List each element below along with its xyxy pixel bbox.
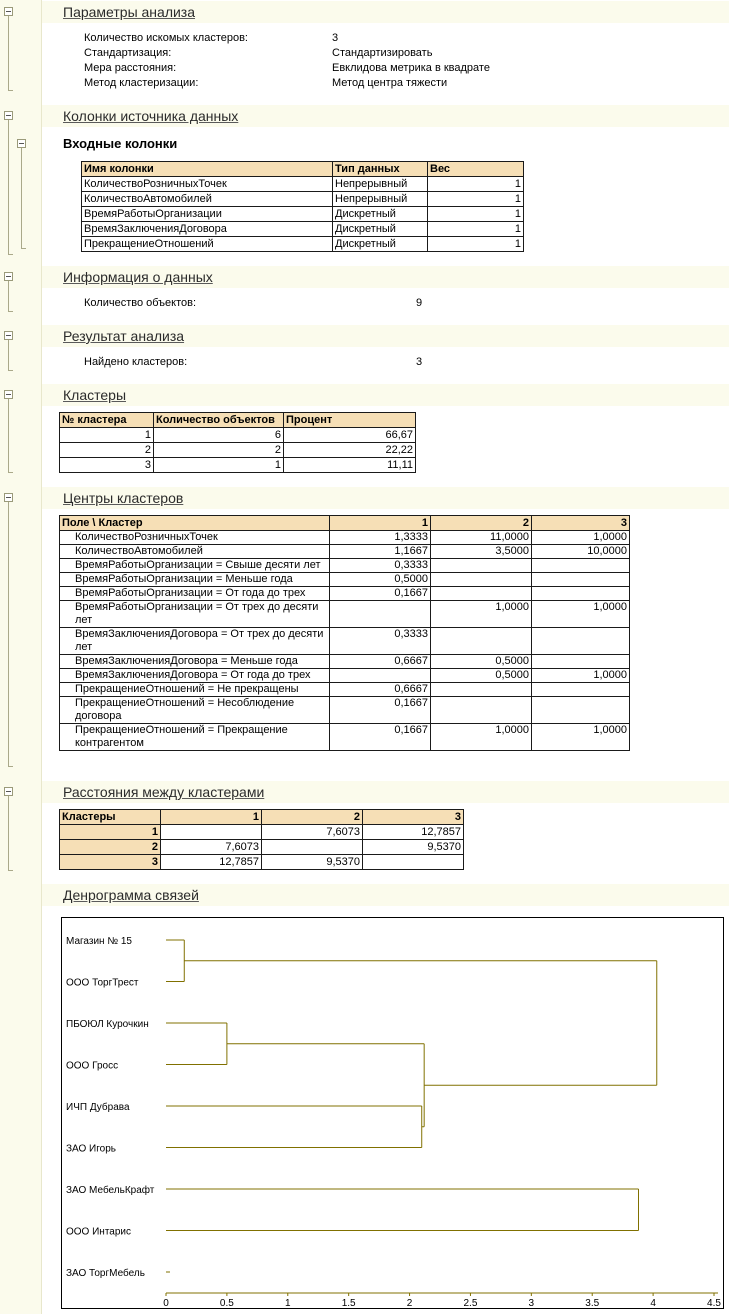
section-title[interactable]: Центры кластеров bbox=[63, 490, 184, 506]
table-cell: КоличествоАвтомобилей bbox=[82, 192, 333, 207]
table-cell: 1,0000 bbox=[431, 601, 532, 628]
table-cell: ВремяЗаключенияДоговора = От трех до десяти лет bbox=[60, 628, 330, 655]
table-row bbox=[60, 669, 630, 683]
table-cell: 11,11 bbox=[284, 458, 416, 473]
table-cell: 10,0000 bbox=[532, 545, 630, 559]
table-cell bbox=[431, 573, 532, 587]
column-header: Вес bbox=[428, 162, 524, 177]
table-row bbox=[60, 683, 630, 697]
param-value: Евклидова метрика в квадрате bbox=[332, 62, 490, 74]
table-row bbox=[60, 601, 630, 628]
table-cell: 0,3333 bbox=[330, 559, 431, 573]
table-cell: Непрерывный bbox=[333, 177, 428, 192]
table-row bbox=[60, 573, 630, 587]
table-cell: 1,0000 bbox=[532, 669, 630, 683]
clusters-table bbox=[59, 412, 416, 473]
table-cell: 9,5370 bbox=[363, 840, 464, 855]
table-cell bbox=[532, 697, 630, 724]
param-value: Стандартизировать bbox=[332, 47, 433, 59]
table-cell: Дискретный bbox=[333, 207, 428, 222]
table-row bbox=[60, 428, 416, 443]
table-row bbox=[60, 458, 416, 473]
table-cell: ПрекращениеОтношений = Прекращение контрагентом bbox=[60, 724, 330, 751]
table-cell: 0,5000 bbox=[431, 655, 532, 669]
table-cell bbox=[330, 669, 431, 683]
x-tick-label: 4.5 bbox=[707, 1298, 721, 1308]
table-cell: 1,3333 bbox=[330, 531, 431, 545]
table-cell: 0,5000 bbox=[330, 573, 431, 587]
table-row bbox=[82, 207, 524, 222]
table-cell: ВремяРаботыОрганизации = От трех до десяти лет bbox=[60, 601, 330, 628]
section-title[interactable]: Денрограмма связей bbox=[63, 887, 199, 903]
table-cell: 0,1667 bbox=[330, 697, 431, 724]
table-row bbox=[60, 840, 464, 855]
table-cell: 22,22 bbox=[284, 443, 416, 458]
section-header-clusters[interactable] bbox=[42, 384, 729, 406]
table-cell: 7,6073 bbox=[161, 840, 262, 855]
table-row bbox=[60, 697, 630, 724]
table-cell: 0,6667 bbox=[330, 683, 431, 697]
collapse-icon[interactable] bbox=[4, 390, 13, 399]
section-title[interactable]: Кластеры bbox=[63, 387, 126, 403]
section-title[interactable]: Расстояния между кластерами bbox=[63, 784, 265, 800]
table-cell: 7,6073 bbox=[262, 825, 363, 840]
table-cell: ПрекращениеОтношений = Не прекращены bbox=[60, 683, 330, 697]
table-cell bbox=[532, 587, 630, 601]
table-cell: ВремяЗаключенияДоговора = От года до трех bbox=[60, 669, 330, 683]
x-tick-label: 2.5 bbox=[463, 1298, 478, 1308]
table-cell: 66,67 bbox=[284, 428, 416, 443]
row-header: 2 bbox=[60, 840, 161, 855]
table-cell bbox=[532, 628, 630, 655]
table-row bbox=[60, 531, 630, 545]
table-cell: КоличествоАвтомобилей bbox=[60, 545, 330, 559]
table-cell: ВремяЗаключенияДоговора bbox=[82, 222, 333, 237]
column-header: Тип данных bbox=[333, 162, 428, 177]
table-cell: ВремяРаботыОрганизации = Меньше года bbox=[60, 573, 330, 587]
column-header: 2 bbox=[431, 516, 532, 531]
param-value: Метод центра тяжести bbox=[332, 77, 448, 89]
column-header: Процент bbox=[284, 413, 416, 428]
table-cell: 1,0000 bbox=[532, 601, 630, 628]
x-tick-label: 3.5 bbox=[585, 1298, 600, 1308]
table-row bbox=[82, 222, 524, 237]
table-cell: 2 bbox=[154, 443, 284, 458]
section-header-centers[interactable] bbox=[42, 487, 729, 509]
table-cell: 1,0000 bbox=[431, 724, 532, 751]
leaf-label: ЗАО Игорь bbox=[66, 1143, 116, 1155]
table-row bbox=[60, 724, 630, 751]
collapse-icon[interactable] bbox=[4, 331, 13, 340]
table-cell: ВремяРаботыОрганизации = От года до трех bbox=[60, 587, 330, 601]
info-label: Количество объектов: bbox=[84, 297, 197, 309]
table-cell: КоличествоРозничныхТочек bbox=[82, 177, 333, 192]
collapse-icon[interactable] bbox=[17, 139, 26, 148]
input-columns-table bbox=[81, 161, 524, 252]
table-row bbox=[60, 587, 630, 601]
column-header: Количество объектов bbox=[154, 413, 284, 428]
centers-table bbox=[59, 515, 630, 751]
leaf-label: ООО ТоргТрест bbox=[66, 977, 139, 989]
info-value: 9 bbox=[416, 297, 423, 309]
table-cell: 1,1667 bbox=[330, 545, 431, 559]
column-header: 3 bbox=[532, 516, 630, 531]
param-label: Стандартизация: bbox=[84, 47, 172, 59]
section-title[interactable]: Колонки источника данных bbox=[63, 108, 239, 124]
x-tick-label: 4 bbox=[650, 1298, 656, 1308]
collapse-icon[interactable] bbox=[4, 111, 13, 120]
table-cell: 1 bbox=[428, 207, 524, 222]
table-cell: 2 bbox=[60, 443, 154, 458]
result-value: 3 bbox=[416, 356, 423, 368]
collapse-icon[interactable] bbox=[4, 787, 13, 796]
dendrogram-svg bbox=[62, 918, 723, 1308]
table-cell bbox=[262, 840, 363, 855]
table-row bbox=[82, 192, 524, 207]
table-cell: Дискретный bbox=[333, 222, 428, 237]
table-cell: 1 bbox=[60, 428, 154, 443]
table-cell bbox=[330, 601, 431, 628]
distances-table bbox=[59, 809, 464, 870]
leaf-label: Магазин № 15 bbox=[66, 936, 132, 947]
table-row bbox=[60, 443, 416, 458]
param-label: Мера расстояния: bbox=[84, 62, 177, 74]
table-cell: 0,1667 bbox=[330, 587, 431, 601]
x-tick-label: 3 bbox=[528, 1298, 535, 1308]
table-row bbox=[60, 628, 630, 655]
table-row bbox=[60, 655, 630, 669]
column-header: 1 bbox=[330, 516, 431, 531]
table-row bbox=[60, 855, 464, 870]
table-cell: ПрекращениеОтношений = Несоблюдение договора bbox=[60, 697, 330, 724]
table-cell bbox=[431, 697, 532, 724]
table-cell: 1 bbox=[428, 192, 524, 207]
table-row bbox=[82, 177, 524, 192]
leaf-label: ООО Интарис bbox=[66, 1226, 131, 1238]
section-title[interactable]: Результат анализа bbox=[63, 328, 185, 344]
section-header-params[interactable] bbox=[42, 1, 729, 23]
table-row bbox=[82, 237, 524, 252]
section-title[interactable]: Параметры анализа bbox=[63, 4, 196, 20]
table-cell bbox=[532, 655, 630, 669]
table-cell bbox=[431, 587, 532, 601]
column-header: 1 bbox=[161, 810, 262, 825]
x-tick-label: 1 bbox=[284, 1298, 291, 1308]
table-cell: 12,7857 bbox=[161, 855, 262, 870]
table-cell bbox=[431, 559, 532, 573]
leaf-label: ИЧП Дубрава bbox=[66, 1102, 130, 1113]
section-header-columns[interactable] bbox=[42, 105, 729, 127]
column-header: Кластеры bbox=[60, 810, 161, 825]
table-cell: 0,6667 bbox=[330, 655, 431, 669]
table-cell: КоличествоРозничныхТочек bbox=[60, 531, 330, 545]
table-cell: 1 bbox=[428, 237, 524, 252]
section-header-info[interactable] bbox=[42, 266, 729, 288]
table-cell bbox=[532, 559, 630, 573]
row-header: 1 bbox=[60, 825, 161, 840]
table-cell: ПрекращениеОтношений bbox=[82, 237, 333, 252]
leaf-label: ООО Гросс bbox=[66, 1060, 119, 1072]
param-value: 3 bbox=[332, 32, 339, 44]
table-cell bbox=[532, 683, 630, 697]
collapse-icon[interactable] bbox=[4, 272, 13, 281]
input-columns-title: Входные колонки bbox=[63, 136, 178, 151]
table-row bbox=[60, 559, 630, 573]
table-cell: 1 bbox=[428, 177, 524, 192]
result-label: Найдено кластеров: bbox=[84, 356, 188, 368]
table-cell bbox=[431, 628, 532, 655]
section-title[interactable]: Информация о данных bbox=[63, 269, 213, 285]
leaf-label: ЗАО ТоргМебель bbox=[66, 1268, 145, 1279]
table-cell: 1 bbox=[154, 458, 284, 473]
table-cell: 3,5000 bbox=[431, 545, 532, 559]
table-cell: 3 bbox=[60, 458, 154, 473]
column-header: Имя колонки bbox=[82, 162, 333, 177]
leaf-label: ПБОЮЛ Курочкин bbox=[66, 1019, 149, 1030]
table-cell: 1,0000 bbox=[532, 531, 630, 545]
table-cell: 6 bbox=[154, 428, 284, 443]
table-cell: Непрерывный bbox=[333, 192, 428, 207]
column-header: 3 bbox=[363, 810, 464, 825]
section-header-result[interactable] bbox=[42, 325, 729, 347]
table-cell: 1 bbox=[428, 222, 524, 237]
param-label: Метод кластеризации: bbox=[84, 77, 199, 89]
table-cell: 12,7857 bbox=[363, 825, 464, 840]
table-row bbox=[60, 825, 464, 840]
table-cell bbox=[363, 855, 464, 870]
leaf-label: ЗАО МебельКрафт bbox=[66, 1185, 155, 1196]
table-cell: ВремяРаботыОрганизации bbox=[82, 207, 333, 222]
table-cell: 9,5370 bbox=[262, 855, 363, 870]
section-header-distances[interactable] bbox=[42, 781, 729, 803]
table-cell: 0,5000 bbox=[431, 669, 532, 683]
column-header: № кластера bbox=[60, 413, 154, 428]
table-cell: ВремяЗаключенияДоговора = Меньше года bbox=[60, 655, 330, 669]
column-header: Поле \ Кластер bbox=[60, 516, 330, 531]
param-label: Количество искомых кластеров: bbox=[84, 32, 248, 44]
table-cell: 1,0000 bbox=[532, 724, 630, 751]
section-header-dendrogram[interactable] bbox=[42, 884, 729, 906]
table-cell: ВремяРаботыОрганизации = Свыше десяти лет bbox=[60, 559, 330, 573]
x-tick-label: 2 bbox=[406, 1298, 413, 1308]
outline-gutter bbox=[0, 0, 42, 1314]
table-cell bbox=[431, 683, 532, 697]
x-tick-label: 0.5 bbox=[219, 1298, 234, 1308]
x-tick-label: 0 bbox=[163, 1298, 169, 1308]
collapse-icon[interactable] bbox=[4, 493, 13, 502]
table-cell bbox=[532, 573, 630, 587]
collapse-icon[interactable] bbox=[4, 7, 13, 16]
table-cell: Дискретный bbox=[333, 237, 428, 252]
dendrogram-chart bbox=[61, 917, 724, 1309]
table-row bbox=[60, 545, 630, 559]
table-cell bbox=[161, 825, 262, 840]
x-tick-label: 1.5 bbox=[341, 1298, 356, 1308]
column-header: 2 bbox=[262, 810, 363, 825]
table-cell: 0,3333 bbox=[330, 628, 431, 655]
row-header: 3 bbox=[60, 855, 161, 870]
table-cell: 11,0000 bbox=[431, 531, 532, 545]
table-cell: 0,1667 bbox=[330, 724, 431, 751]
